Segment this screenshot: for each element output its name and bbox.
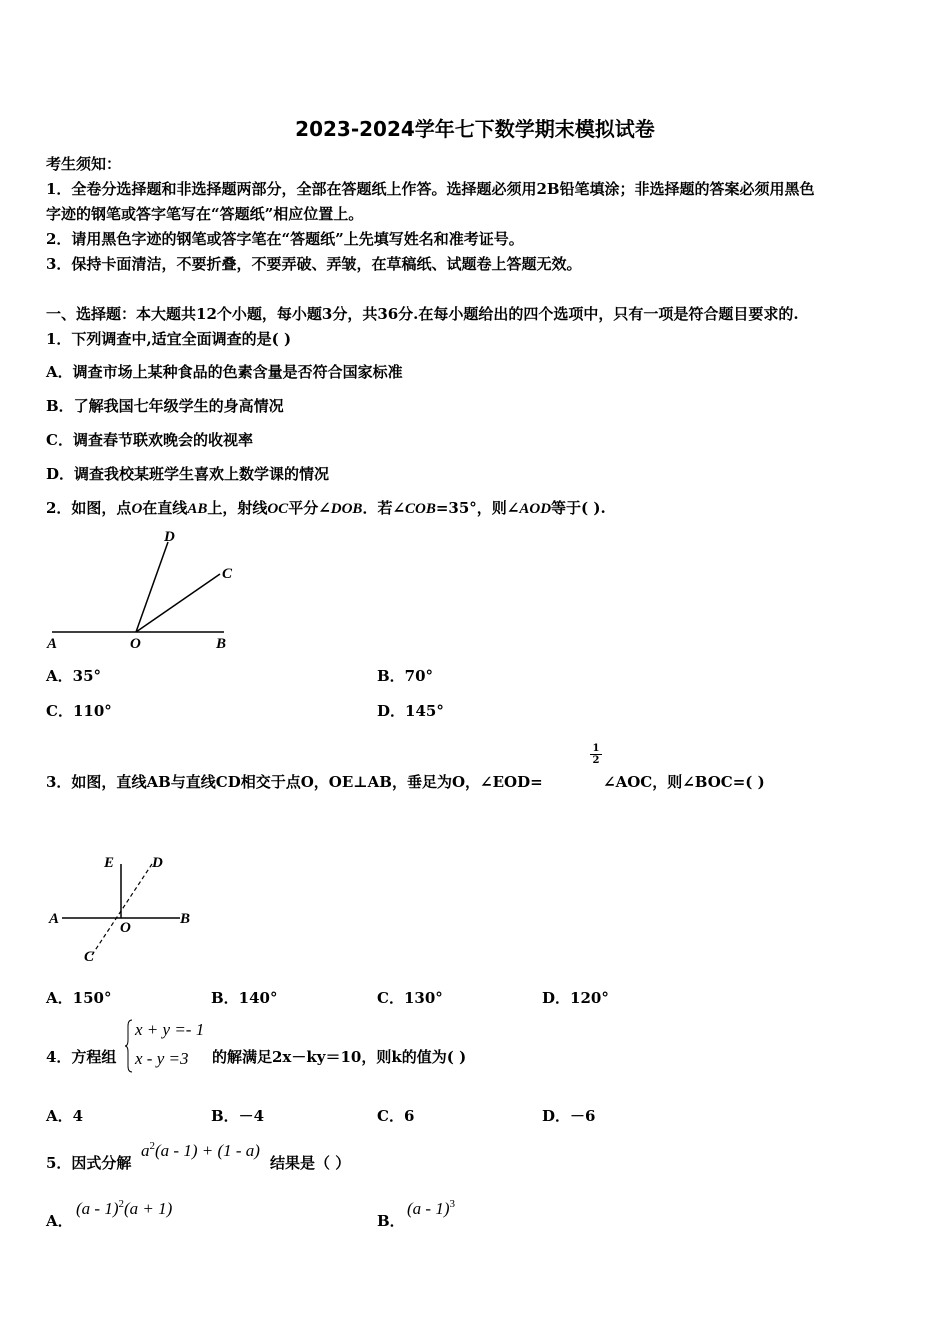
q3-fraction <box>590 743 602 766</box>
q2-stem <box>46 497 606 518</box>
q2-ray-od <box>136 542 168 632</box>
q3-option-c[interactable]: C．130° <box>377 989 443 1007</box>
q5-expr-a: a <box>141 1141 150 1160</box>
q5-expr-sup: 2 <box>149 1140 155 1152</box>
q2-label-b: B <box>216 636 227 652</box>
q2-var-dob: DOB <box>330 501 363 517</box>
notice-line-2: 2．请用黑色字迹的钢笔或答字笔在“答题纸”上先填写姓名和准考证号。 <box>46 230 524 248</box>
notice-line-1: 1．全卷分选择题和非选择题两部分，全部在答题纸上作答。选择题必须用2B铅笔填涂；非选择题的答案必须用黑色 <box>46 180 815 198</box>
q2-text-4: 平分∠ <box>288 499 331 517</box>
q4-option-d[interactable]: D．－6 <box>542 1107 596 1125</box>
q1-option-c[interactable]: C．调查春节联欢晚会的收视率 <box>46 431 253 449</box>
q2-text-3: 上，射线 <box>207 499 268 517</box>
q5-expression <box>141 1140 260 1161</box>
q2-ray-oc <box>136 574 220 632</box>
q2-label-a: A <box>47 636 58 652</box>
q3-line-cd <box>92 864 152 955</box>
q2-figure <box>44 524 244 654</box>
q3-fraction-den: 2 <box>590 754 602 766</box>
q5-a-sup: 2 <box>118 1198 124 1210</box>
q1-stem: 1．下列调查中,适宜全面调查的是( ) <box>46 330 292 348</box>
q4-option-c[interactable]: C．6 <box>377 1107 415 1125</box>
q5-b-sup: 3 <box>449 1198 455 1210</box>
q5-a-rest: (a + 1) <box>123 1199 173 1218</box>
q3-label-c: C <box>84 949 95 965</box>
q5-a-base: (a - 1) <box>76 1199 119 1218</box>
q2-text-6: =35°，则∠ <box>435 499 520 517</box>
q2-text-7: 等于( ). <box>551 499 606 517</box>
q5-option-b-label[interactable]: B． <box>377 1212 405 1230</box>
q2-var-aod: AOD <box>519 501 552 517</box>
q5-expr-rest: (a - 1) + (1 - a) <box>155 1141 260 1160</box>
q5-option-a-label[interactable]: A． <box>46 1212 73 1230</box>
q2-option-c[interactable]: C．110° <box>46 702 112 720</box>
notice-line-1b: 字迹的钢笔或答字笔写在“答题纸”相应位置上。 <box>46 205 364 223</box>
q4-option-b[interactable]: B．－4 <box>211 1107 265 1125</box>
q3-figure <box>44 850 204 970</box>
q4-option-a[interactable]: A．4 <box>46 1107 84 1125</box>
q1-option-a[interactable]: A．调查市场上某种食品的色素含量是否符合国家标准 <box>46 363 403 381</box>
q2-text-5: ．若∠ <box>362 499 406 517</box>
q4-eq-1: x + y =- 1 <box>135 1020 205 1039</box>
q2-var-ab: AB <box>187 501 208 517</box>
q2-option-d[interactable]: D．145° <box>377 702 444 720</box>
q3-label-o: O <box>120 920 131 936</box>
q5-stem: 5．因式分解 <box>46 1154 132 1172</box>
q3-option-a[interactable]: A．150° <box>46 989 112 1007</box>
q5-option-a-expr[interactable] <box>76 1198 172 1219</box>
q4-brace <box>124 1018 134 1074</box>
q2-var-o: O <box>131 501 143 517</box>
q3-label-a: A <box>49 911 60 927</box>
q3-fraction-num: 1 <box>592 743 600 754</box>
page-title: 2023-2024学年七下数学期末模拟试卷 <box>295 117 655 141</box>
q4-stem-2: 的解满足2x－ky＝10，则k的值为( ) <box>212 1048 467 1066</box>
q3-option-b[interactable]: B．140° <box>211 989 278 1007</box>
q3-label-b: B <box>180 911 191 927</box>
notice-line-3: 3．保持卡面清洁，不要折叠，不要弄破、弄皱，在草稿纸、试题卷上答题无效。 <box>46 255 582 273</box>
q5-option-b-expr[interactable] <box>407 1198 455 1219</box>
q3-stem: 3．如图，直线AB与直线CD相交于点O，OE⊥AB，垂足为O，∠EOD= <box>46 773 543 791</box>
q3-option-d[interactable]: D．120° <box>542 989 609 1007</box>
q2-text-2: 在直线 <box>142 499 188 517</box>
q5-b-base: (a - 1) <box>407 1199 450 1218</box>
q2-text-1: 2．如图，点 <box>46 499 132 517</box>
notice-heading: 考生须知： <box>46 155 122 173</box>
q2-option-a[interactable]: A．35° <box>46 667 102 685</box>
q2-option-b[interactable]: B．70° <box>377 667 434 685</box>
q4-stem: 4．方程组 <box>46 1048 117 1066</box>
section-heading: 一、选择题：本大题共12个小题，每小题3分，共36分.在每小题给出的四个选项中，只有一项是符合题目要求的. <box>46 305 799 323</box>
q2-var-cob: COB <box>405 501 436 517</box>
q3-label-d: D <box>152 855 163 871</box>
q2-label-o: O <box>130 636 141 652</box>
q5-stem-2: 结果是（ ） <box>270 1154 351 1172</box>
q1-option-d[interactable]: D．调查我校某班学生喜欢上数学课的情况 <box>46 465 330 483</box>
q1-option-b[interactable]: B．了解我国七年级学生的身高情况 <box>46 397 284 415</box>
q2-var-oc: OC <box>267 501 289 517</box>
q3-label-e: E <box>104 855 115 871</box>
q3-stem-2: ∠AOC，则∠BOC=( ) <box>603 773 765 791</box>
q2-label-d: D <box>164 529 175 545</box>
q2-label-c: C <box>222 566 233 582</box>
q4-eq-2: x - y =3 <box>135 1049 189 1068</box>
